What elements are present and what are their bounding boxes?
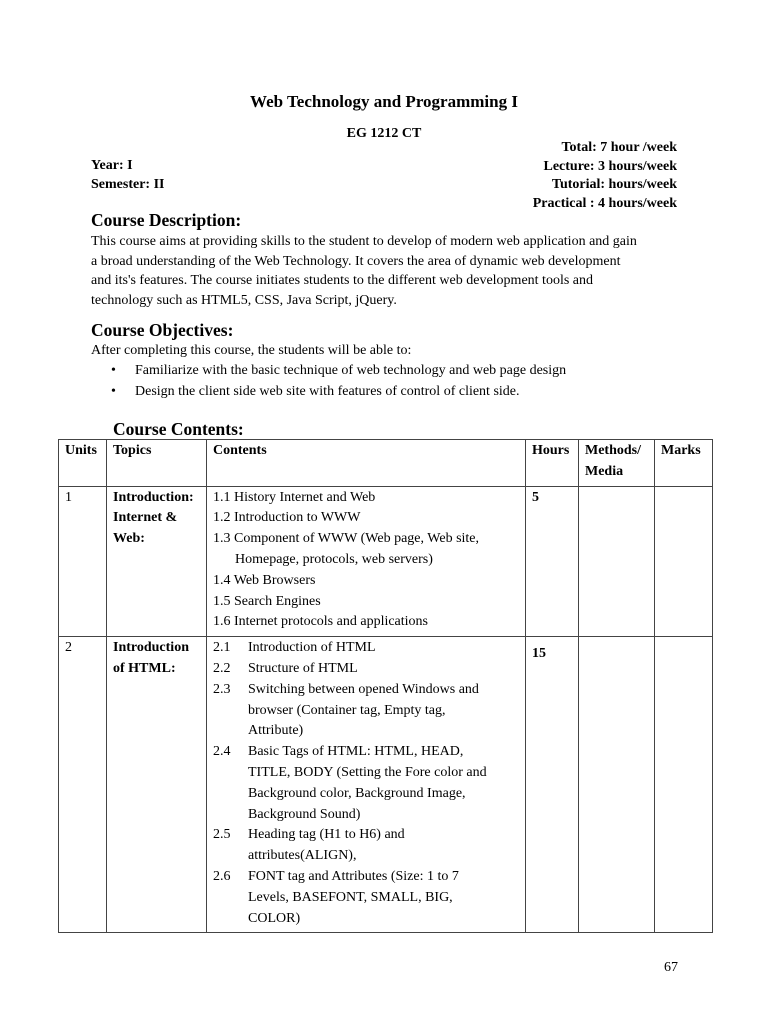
item-number: 2.4 <box>213 744 231 760</box>
item-text: browser (Container tag, Empty tag, <box>248 702 446 718</box>
list-item <box>91 360 566 381</box>
objectives-list <box>91 360 566 402</box>
table-row <box>59 637 713 933</box>
item-number: 2.6 <box>213 868 231 884</box>
topic-cell <box>107 637 207 933</box>
bullet-icon: • <box>111 363 116 378</box>
objective-text: Familiarize with the basic technique of web technology and web page design <box>135 363 567 378</box>
bullet-icon: • <box>111 384 116 399</box>
methods-cell <box>579 637 655 933</box>
content-item: 1.6 Internet protocols and applications <box>213 614 428 630</box>
item-text: Attribute) <box>248 723 304 739</box>
semester-label: Semester: II <box>91 176 165 192</box>
col-header-topics: Topics <box>107 440 207 487</box>
col-header-hours: Hours <box>526 440 579 487</box>
description-line: a broad understanding of the Web Technology. It covers the area of dynamic web development <box>91 253 621 269</box>
objectives-intro: After completing this course, the students will be able to: <box>91 343 412 358</box>
description-line: technology such as HTML5, CSS, Java Script, jQuery. <box>91 292 397 308</box>
col-header-marks: Marks <box>655 440 713 487</box>
item-text: Background color, Background Image, <box>248 785 466 801</box>
item-text: Heading tag (H1 to H6) and <box>248 827 405 843</box>
content-item <box>213 742 519 825</box>
year-semester-block <box>91 157 164 194</box>
description-line: This course aims at providing skills to the student to develop of modern web application and gain <box>91 234 637 249</box>
content-item <box>213 825 519 867</box>
item-text: Levels, BASEFONT, SMALL, BIG, <box>248 889 453 905</box>
topic-line: Web: <box>113 531 145 547</box>
contents-cell <box>207 637 526 933</box>
objectives-heading: Course Objectives: <box>91 320 234 340</box>
topic-line: Introduction <box>113 640 189 656</box>
media-label: Media <box>585 463 624 479</box>
item-text: Introduction of HTML <box>248 640 376 656</box>
hours-cell: 15 <box>526 637 579 933</box>
item-text: Basic Tags of HTML: HTML, HEAD, <box>248 744 464 760</box>
table-row <box>59 486 713 637</box>
item-number: 2.3 <box>213 681 231 697</box>
content-item <box>213 659 519 680</box>
description-text <box>91 232 691 310</box>
year-label: Year: I <box>91 158 133 173</box>
topic-line: of HTML: <box>113 660 176 676</box>
hours-cell: 5 <box>526 486 579 637</box>
unit-cell: 1 <box>59 486 107 637</box>
topic-cell <box>107 486 207 637</box>
marks-cell <box>655 637 713 933</box>
item-number: 2.5 <box>213 827 231 843</box>
item-text: FONT tag and Attributes (Size: 1 to 7 <box>248 868 459 884</box>
item-number: 2.2 <box>213 660 231 676</box>
page-number: 67 <box>664 960 678 975</box>
tutorial-hours: Tutorial: hours/week <box>551 177 677 192</box>
document-title: Web Technology and Programming I <box>250 92 518 111</box>
methods-label: Methods/ <box>585 443 641 458</box>
col-header-methods <box>579 440 655 487</box>
item-text: TITLE, BODY (Setting the Fore color and <box>248 764 487 780</box>
topic-line: Internet & <box>113 510 178 526</box>
marks-cell <box>655 486 713 637</box>
item-text: attributes(ALIGN), <box>248 848 357 864</box>
contents-cell <box>207 486 526 637</box>
objective-text: Design the client side web site with features of control of client side. <box>135 384 520 399</box>
topic-line: Introduction: <box>113 489 194 505</box>
content-item <box>213 638 519 659</box>
description-heading: Course Description: <box>91 210 242 230</box>
total-hours: Total: 7 hour /week <box>561 140 677 155</box>
methods-cell <box>579 486 655 637</box>
hours-block <box>533 139 677 213</box>
content-item: Homepage, protocols, web servers) <box>235 551 433 567</box>
item-number: 2.1 <box>213 640 231 656</box>
content-item: 1.3 Component of WWW (Web page, Web site, <box>213 531 480 547</box>
item-text: Background Sound) <box>248 806 361 822</box>
table-header-row <box>59 440 713 487</box>
content-item <box>213 867 519 929</box>
col-header-units: Units <box>59 440 107 487</box>
description-line: and its's features. The course initiates students to the different web development tools and <box>91 273 593 288</box>
course-contents-table <box>58 439 713 933</box>
practical-hours: Practical : 4 hours/week <box>532 195 677 211</box>
item-text: Switching between opened Windows and <box>248 681 479 697</box>
content-item <box>213 680 519 742</box>
content-item: 1.2 Introduction to WWW <box>213 510 361 526</box>
list-item <box>91 381 566 402</box>
unit-cell: 2 <box>59 637 107 933</box>
item-text: COLOR) <box>248 910 301 926</box>
course-code: EG 1212 CT <box>346 126 422 141</box>
content-item: 1.5 Search Engines <box>213 593 321 609</box>
content-item: 1.1 History Internet and Web <box>213 489 376 505</box>
lecture-hours: Lecture: 3 hours/week <box>543 158 677 174</box>
contents-heading: Course Contents: <box>113 419 244 439</box>
col-header-contents: Contents <box>207 440 526 487</box>
content-item: 1.4 Web Browsers <box>213 572 316 588</box>
item-text: Structure of HTML <box>248 660 358 676</box>
